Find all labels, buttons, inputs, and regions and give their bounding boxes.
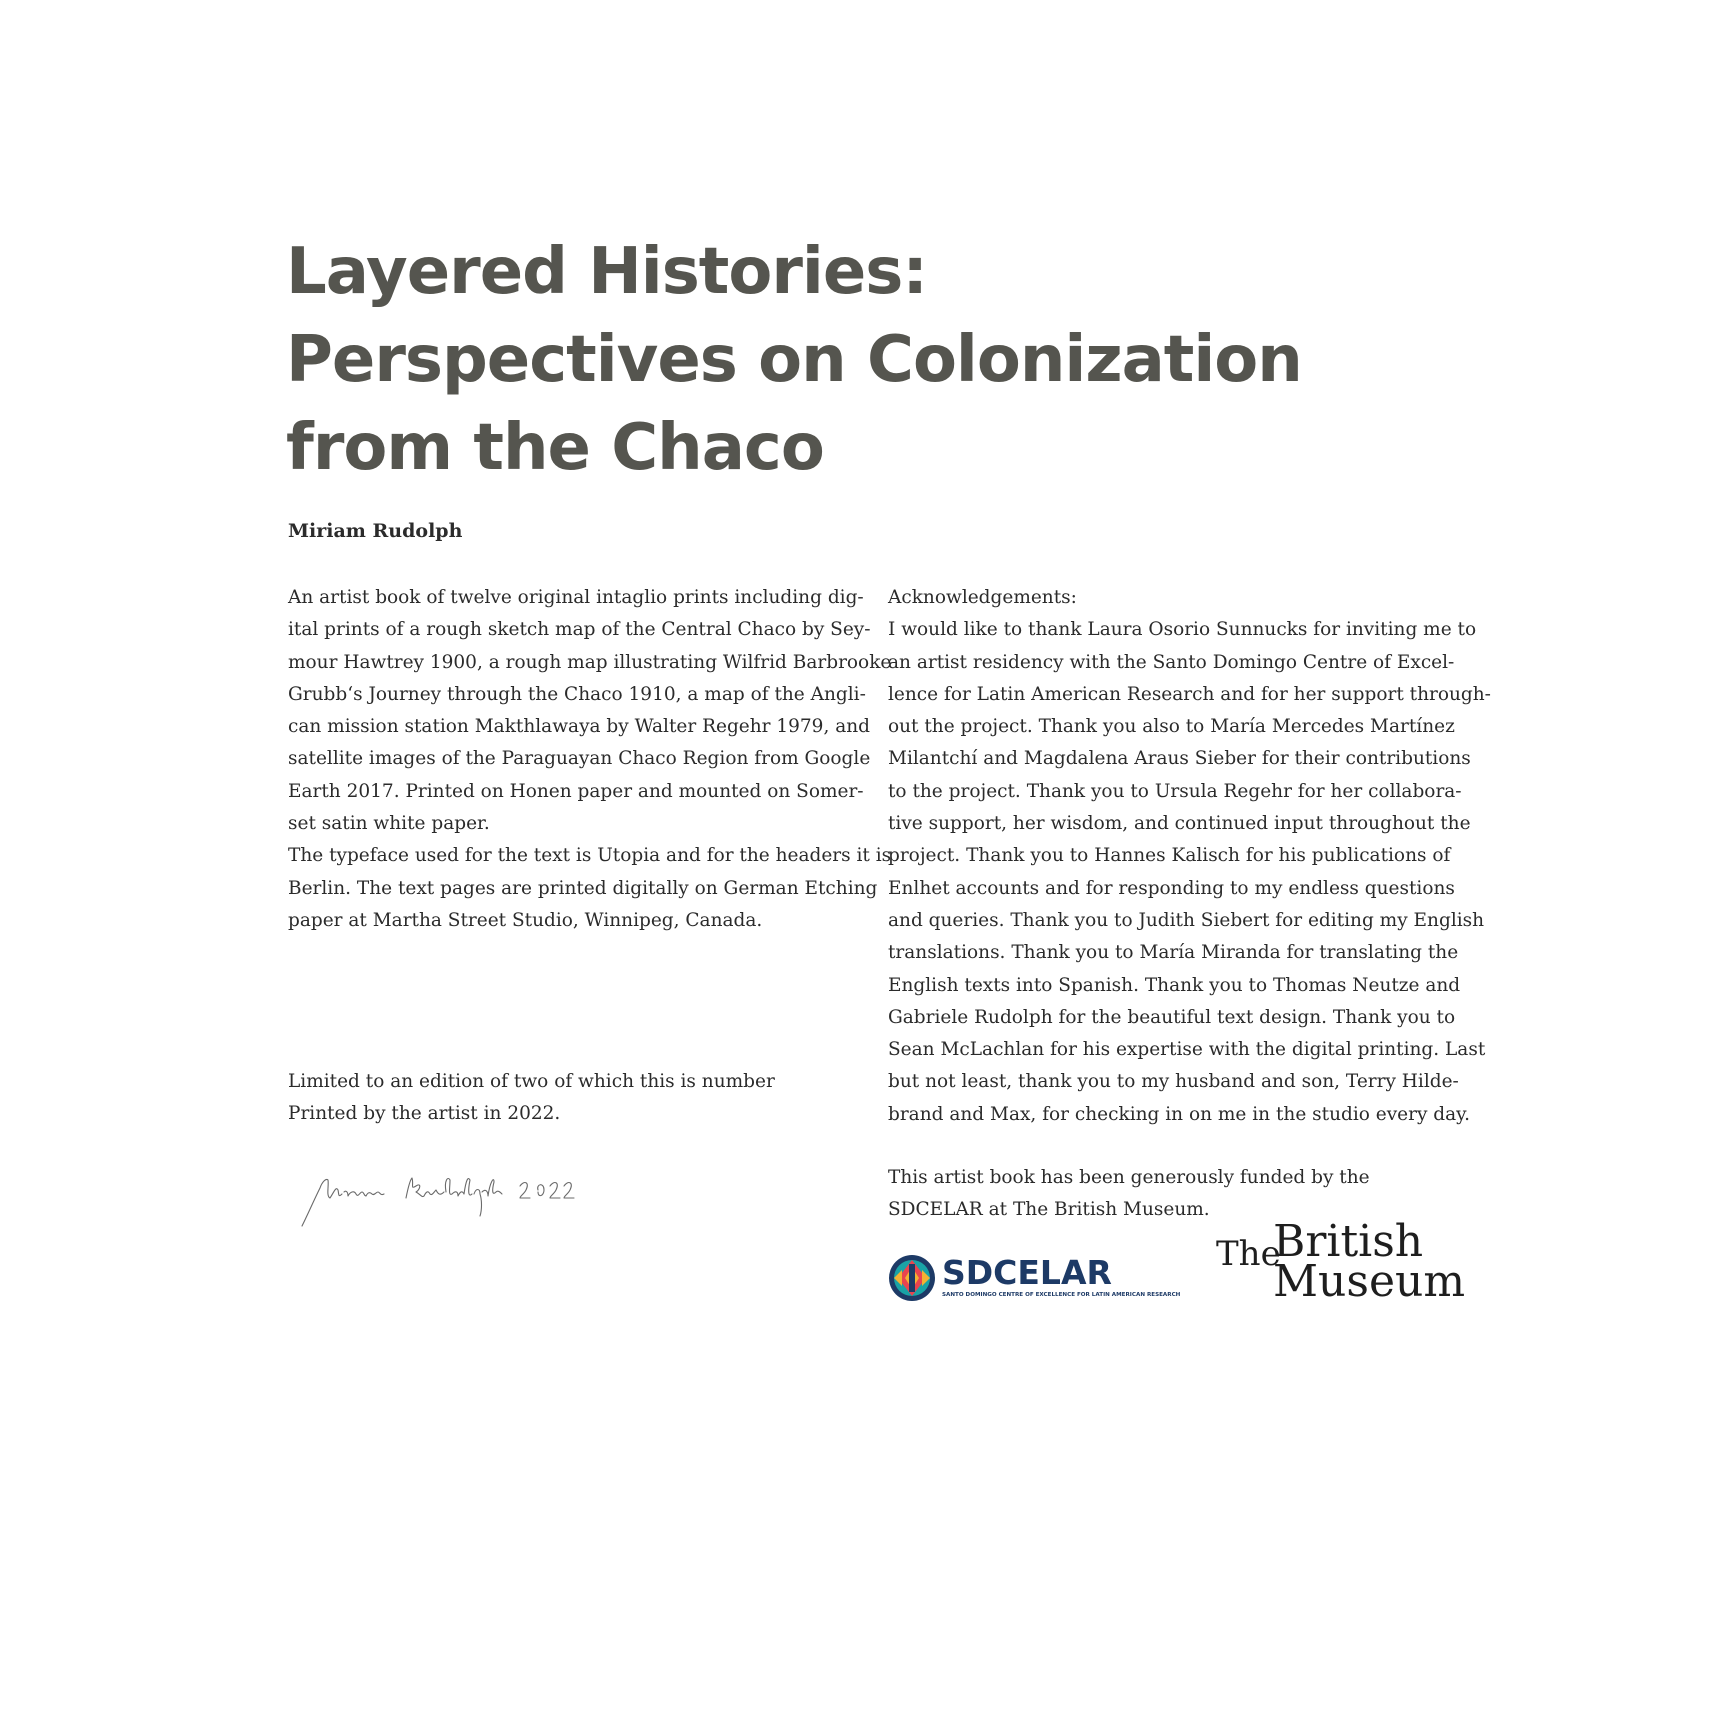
text-line: An artist book of twelve original intaglio prints including dig-: [288, 587, 864, 608]
description-paragraph: [288, 582, 892, 937]
page-title: [286, 228, 1302, 492]
title-line-1: Layered Histories:: [286, 235, 927, 309]
text-line: lence for Latin American Research and for her support through-: [888, 683, 1491, 705]
sdcelar-wordmark: SDCELAR: [942, 1253, 1112, 1292]
text-line: can mission station Makthlawaya by Walter Regehr 1979, and: [288, 716, 871, 738]
text-line: Earth 2017. Printed on Honen paper and mounted on Somer-: [288, 780, 864, 802]
title-line-2: Perspectives on Colonization: [286, 323, 1302, 397]
text-line: satellite images of the Paraguayan Chaco Region from Google: [288, 748, 871, 770]
text-line: Printed by the artist in 2022.: [288, 1103, 561, 1125]
text-line: ital prints of a rough sketch map of the Central Chaco by Sey-: [288, 619, 871, 641]
text-line: tive support, her wisdom, and continued input throughout the: [888, 813, 1471, 835]
british-museum-british: British: [1273, 1216, 1424, 1267]
text-line: paper at Martha Street Studio, Winnipeg, Canada.: [288, 909, 763, 931]
text-line: English texts into Spanish. Thank you to Thomas Neutze and: [888, 974, 1461, 996]
text-line: brand and Max, for checking in on me in the studio every day.: [888, 1103, 1471, 1125]
text-line: Gabriele Rudolph for the beautiful text design. Thank you to: [888, 1006, 1456, 1028]
text-line: Berlin. The text pages are printed digitally on German Etching: [288, 877, 878, 899]
text-line: mour Hawtrey 1900, a rough map illustrating Wilfrid Barbrooke: [288, 651, 892, 673]
text-line: but not least, thank you to my husband and son, Terry Hilde-: [888, 1071, 1459, 1093]
acknowledgements-paragraph: [888, 582, 1491, 1131]
text-line: Milantchí and Magdalena Araus Sieber for their contributions: [888, 748, 1471, 770]
text-line: translations. Thank you to María Miranda for translating the: [888, 942, 1459, 964]
text-line: I would like to thank Laura Osorio Sunnucks for inviting me to: [888, 619, 1477, 641]
text-line: Limited to an edition of two of which this is number: [288, 1071, 775, 1092]
text-line: The typeface used for the text is Utopia and for the headers it is: [288, 845, 892, 867]
handwritten-signature: [298, 1170, 578, 1230]
text-line: and queries. Thank you to Judith Siebert for editing my English: [888, 909, 1485, 931]
author-name: Miriam Rudolph: [288, 520, 463, 542]
text-line: an artist residency with the Santo Domingo Centre of Excel-: [888, 651, 1455, 673]
text-line: set satin white paper.: [288, 813, 490, 835]
sdcelar-emblem-icon: [888, 1254, 936, 1302]
text-line: Grubb‘s Journey through the Chaco 1910, a map of the Angli-: [288, 683, 866, 705]
text-line: Enlhet accounts and for responding to my endless questions: [888, 877, 1455, 899]
british-museum-museum: Museum: [1273, 1256, 1466, 1307]
text-line: to the project. Thank you to Ursula Regehr for her collabora-: [888, 780, 1462, 802]
edition-note: [288, 1066, 848, 1131]
text-line: out the project. Thank you also to María Mercedes Martínez: [888, 716, 1455, 738]
british-museum-logo: [1216, 1216, 1466, 1308]
acknowledgements-heading: Acknowledgements:: [888, 587, 1077, 608]
british-museum-the: The: [1216, 1234, 1281, 1274]
text-line: This artist book has been generously funded by the: [888, 1167, 1370, 1188]
text-line: Sean McLachlan for his expertise with the digital printing. Last: [888, 1039, 1486, 1061]
text-line: SDCELAR at The British Museum.: [888, 1199, 1210, 1221]
title-line-3: from the Chaco: [286, 411, 824, 485]
sdcelar-subtitle: SANTO DOMINGO CENTRE OF EXCELLENCE FOR LATIN AMERICAN RESEARCH: [942, 1292, 1181, 1298]
text-line: project. Thank you to Hannes Kalisch for his publications of: [888, 845, 1451, 867]
sdcelar-logo: [888, 1252, 1181, 1308]
